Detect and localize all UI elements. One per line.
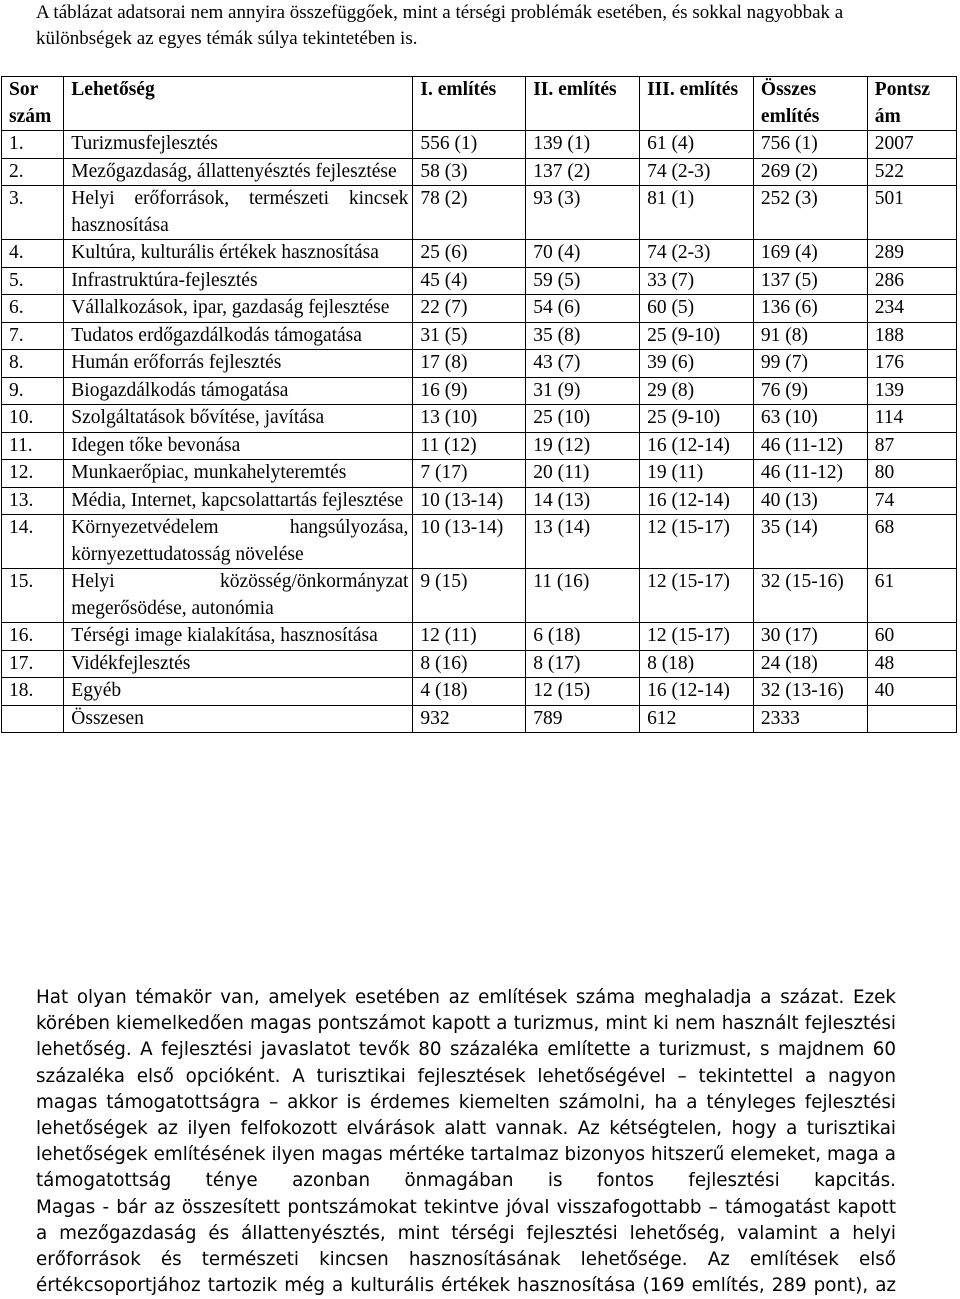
table-row xyxy=(2,267,957,295)
cell-e1: 58 (3) xyxy=(413,158,526,186)
table-row xyxy=(2,405,957,433)
cell-e2: 25 (10) xyxy=(526,405,640,433)
cell-points: 2007 xyxy=(867,131,956,159)
cell-total: 32 (15-16) xyxy=(753,569,867,623)
cell-e1: 9 (15) xyxy=(413,569,526,623)
cell-e1: 932 xyxy=(413,705,526,733)
cell-points: 74 xyxy=(867,487,956,515)
cell-num: 12. xyxy=(2,460,64,488)
cell-points: 522 xyxy=(867,158,956,186)
cell-e1: 17 (8) xyxy=(413,350,526,378)
cell-option: Média, Internet, kapcsolattartás fejlesztése xyxy=(64,487,413,515)
cell-option: Vidékfejlesztés xyxy=(64,650,413,678)
cell-e2: 31 (9) xyxy=(526,377,640,405)
cell-e2: 12 (15) xyxy=(526,678,640,706)
cell-points: 60 xyxy=(867,623,956,651)
table-row xyxy=(2,650,957,678)
table-row xyxy=(2,240,957,268)
header-e3: III. említés xyxy=(640,77,754,131)
cell-e1: 8 (16) xyxy=(413,650,526,678)
header-sor: Sor szám xyxy=(2,77,64,131)
cell-points: 80 xyxy=(867,460,956,488)
cell-e3: 8 (18) xyxy=(640,650,754,678)
cell-total: 46 (11-12) xyxy=(753,432,867,460)
cell-num xyxy=(2,705,64,733)
table-row xyxy=(2,515,957,569)
cell-num: 14. xyxy=(2,515,64,569)
header-option: Lehetőség xyxy=(64,77,413,131)
cell-e3: 16 (12-14) xyxy=(640,432,754,460)
cell-points: 289 xyxy=(867,240,956,268)
cell-total: 99 (7) xyxy=(753,350,867,378)
cell-option: Humán erőforrás fejlesztés xyxy=(64,350,413,378)
cell-e2: 137 (2) xyxy=(526,158,640,186)
cell-total: 137 (5) xyxy=(753,267,867,295)
paragraph-2: Magas - bár az összesített pontszámokat tekintve jóval visszafogottabb – támogatást kapott a mezőgazdaság és állattenyésztés, mint térségi fejlesztési lehetőség, valamint a helyi erőforrások és természeti kincsen hasznosításának lehetősége. Az említések első értékcsoportjához tartozik még a kulturális értékek hasznosítása (169 említés, 289 pont), az xyxy=(36,1196,896,1297)
cell-e3: 25 (9-10) xyxy=(640,322,754,350)
cell-e1: 22 (7) xyxy=(413,295,526,323)
cell-num: 18. xyxy=(2,678,64,706)
cell-num: 5. xyxy=(2,267,64,295)
cell-e3: 60 (5) xyxy=(640,295,754,323)
table-row xyxy=(2,678,957,706)
cell-option: Infrastruktúra-fejlesztés xyxy=(64,267,413,295)
cell-num: 8. xyxy=(2,350,64,378)
cell-total: 32 (13-16) xyxy=(753,678,867,706)
cell-total: 2333 xyxy=(753,705,867,733)
body-text xyxy=(36,985,896,1299)
cell-num: 2. xyxy=(2,158,64,186)
cell-option: Tudatos erdőgazdálkodás támogatása xyxy=(64,322,413,350)
cell-e1: 25 (6) xyxy=(413,240,526,268)
cell-e1: 7 (17) xyxy=(413,460,526,488)
cell-e3: 612 xyxy=(640,705,754,733)
cell-num: 17. xyxy=(2,650,64,678)
cell-e2: 19 (12) xyxy=(526,432,640,460)
table-row xyxy=(2,569,957,623)
cell-option: Munkaerőpiac, munkahelyteremtés xyxy=(64,460,413,488)
cell-e2: 6 (18) xyxy=(526,623,640,651)
cell-e2: 139 (1) xyxy=(526,131,640,159)
cell-points: 501 xyxy=(867,186,956,240)
cell-e1: 16 (9) xyxy=(413,377,526,405)
table-header-row xyxy=(2,77,957,131)
cell-option: Kultúra, kulturális értékek hasznosítása xyxy=(64,240,413,268)
cell-option: Egyéb xyxy=(64,678,413,706)
cell-points: 176 xyxy=(867,350,956,378)
header-points: Pontsz ám xyxy=(867,77,956,131)
table-row xyxy=(2,487,957,515)
cell-e2: 43 (7) xyxy=(526,350,640,378)
cell-e2: 20 (11) xyxy=(526,460,640,488)
cell-option: Összesen xyxy=(64,705,413,733)
cell-num: 7. xyxy=(2,322,64,350)
cell-e3: 74 (2-3) xyxy=(640,158,754,186)
cell-num: 3. xyxy=(2,186,64,240)
cell-points: 87 xyxy=(867,432,956,460)
cell-num: 16. xyxy=(2,623,64,651)
cell-e1: 10 (13-14) xyxy=(413,515,526,569)
cell-points: 40 xyxy=(867,678,956,706)
header-total: Összes említés xyxy=(753,77,867,131)
cell-points: 61 xyxy=(867,569,956,623)
cell-e1: 13 (10) xyxy=(413,405,526,433)
cell-option: Helyi közösség/önkormányzat megerősödése, autonómia xyxy=(64,569,413,623)
cell-points: 188 xyxy=(867,322,956,350)
cell-total: 76 (9) xyxy=(753,377,867,405)
header-e1: I. említés xyxy=(413,77,526,131)
cell-e1: 556 (1) xyxy=(413,131,526,159)
cell-option: Környezetvédelem hangsúlyozása, környezettudatosság növelése xyxy=(64,515,413,569)
cell-total: 35 (14) xyxy=(753,515,867,569)
cell-e3: 19 (11) xyxy=(640,460,754,488)
cell-total: 46 (11-12) xyxy=(753,460,867,488)
cell-num: 15. xyxy=(2,569,64,623)
cell-total: 136 (6) xyxy=(753,295,867,323)
cell-option: Térségi image kialakítása, hasznosítása xyxy=(64,623,413,651)
header-e2: II. említés xyxy=(526,77,640,131)
cell-option: Biogazdálkodás támogatása xyxy=(64,377,413,405)
cell-e3: 16 (12-14) xyxy=(640,487,754,515)
cell-e1: 4 (18) xyxy=(413,678,526,706)
cell-e1: 31 (5) xyxy=(413,322,526,350)
cell-points: 48 xyxy=(867,650,956,678)
cell-e3: 12 (15-17) xyxy=(640,569,754,623)
cell-e2: 789 xyxy=(526,705,640,733)
cell-e3: 74 (2-3) xyxy=(640,240,754,268)
cell-e3: 33 (7) xyxy=(640,267,754,295)
cell-total: 63 (10) xyxy=(753,405,867,433)
paragraph-1: Hat olyan témakör van, amelyek esetében az említések száma meghaladja a százat. Ezek körében kiemelkedően magas pontszámot kapott a turizmus, mint ki nem használt fejlesztési lehetőség. A fejlesztési javaslatot tevők 80 százaléka említette a turizmust, s majdnem 60 százaléka első opcióként. A turisztikai fejlesztések lehetőségével – tekintettel a nagyon magas támogatottságra – akkor is érdemes kiemelten számolni, ha a tényleges fejlesztési lehetőségek az ilyen felfokozott elvárások alatt vannak. Az kétségtelen, hogy a turisztikai lehetőségek említésének ilyen magas mértéke tartalmaz bizonyos hitszerű elemeket, maga a támogatottság ténye azonban önmagában is fontos fejlesztési kapcitás. xyxy=(36,987,896,1192)
cell-e1: 11 (12) xyxy=(413,432,526,460)
cell-e2: 14 (13) xyxy=(526,487,640,515)
cell-points: 114 xyxy=(867,405,956,433)
cell-e3: 29 (8) xyxy=(640,377,754,405)
cell-e3: 25 (9-10) xyxy=(640,405,754,433)
table-row xyxy=(2,460,957,488)
cell-e2: 70 (4) xyxy=(526,240,640,268)
cell-total: 252 (3) xyxy=(753,186,867,240)
cell-num: 13. xyxy=(2,487,64,515)
cell-total: 24 (18) xyxy=(753,650,867,678)
cell-points: 234 xyxy=(867,295,956,323)
cell-e3: 12 (15-17) xyxy=(640,515,754,569)
cell-total: 269 (2) xyxy=(753,158,867,186)
cell-e3: 12 (15-17) xyxy=(640,623,754,651)
table-row xyxy=(2,158,957,186)
table-row xyxy=(2,350,957,378)
cell-option: Mezőgazdaság, állattenyésztés fejlesztése xyxy=(64,158,413,186)
cell-e2: 13 (14) xyxy=(526,515,640,569)
cell-option: Idegen tőke bevonása xyxy=(64,432,413,460)
cell-e1: 12 (11) xyxy=(413,623,526,651)
cell-e1: 45 (4) xyxy=(413,267,526,295)
cell-total: 30 (17) xyxy=(753,623,867,651)
cell-e2: 54 (6) xyxy=(526,295,640,323)
cell-points: 68 xyxy=(867,515,956,569)
cell-num: 9. xyxy=(2,377,64,405)
cell-num: 1. xyxy=(2,131,64,159)
cell-option: Szolgáltatások bővítése, javítása xyxy=(64,405,413,433)
cell-e3: 81 (1) xyxy=(640,186,754,240)
cell-option: Vállalkozások, ipar, gazdaság fejlesztése xyxy=(64,295,413,323)
cell-e3: 39 (6) xyxy=(640,350,754,378)
development-options-table xyxy=(1,76,957,733)
table-row xyxy=(2,186,957,240)
table-row xyxy=(2,432,957,460)
cell-e1: 78 (2) xyxy=(413,186,526,240)
cell-e2: 11 (16) xyxy=(526,569,640,623)
cell-option: Turizmusfejlesztés xyxy=(64,131,413,159)
table-row xyxy=(2,295,957,323)
cell-points: 139 xyxy=(867,377,956,405)
cell-e3: 16 (12-14) xyxy=(640,678,754,706)
cell-e1: 10 (13-14) xyxy=(413,487,526,515)
table-row xyxy=(2,322,957,350)
cell-num: 10. xyxy=(2,405,64,433)
table-total-row xyxy=(2,705,957,733)
cell-e2: 8 (17) xyxy=(526,650,640,678)
cell-num: 6. xyxy=(2,295,64,323)
table-row xyxy=(2,131,957,159)
cell-total: 169 (4) xyxy=(753,240,867,268)
cell-total: 40 (13) xyxy=(753,487,867,515)
cell-e2: 59 (5) xyxy=(526,267,640,295)
cell-points: 286 xyxy=(867,267,956,295)
cell-total: 91 (8) xyxy=(753,322,867,350)
cell-total: 756 (1) xyxy=(753,131,867,159)
cell-e2: 93 (3) xyxy=(526,186,640,240)
cell-e3: 61 (4) xyxy=(640,131,754,159)
table-row xyxy=(2,377,957,405)
intro-paragraph: A táblázat adatsorai nem annyira összefüggőek, mint a térségi problémák esetében, és sokkal nagyobbak a különbségek az egyes témák súlya tekintetében is. xyxy=(36,2,844,49)
cell-option: Helyi erőforrások, természeti kincsek hasznosítása xyxy=(64,186,413,240)
cell-num: 4. xyxy=(2,240,64,268)
cell-num: 11. xyxy=(2,432,64,460)
table-row xyxy=(2,623,957,651)
cell-points xyxy=(867,705,956,733)
cell-e2: 35 (8) xyxy=(526,322,640,350)
